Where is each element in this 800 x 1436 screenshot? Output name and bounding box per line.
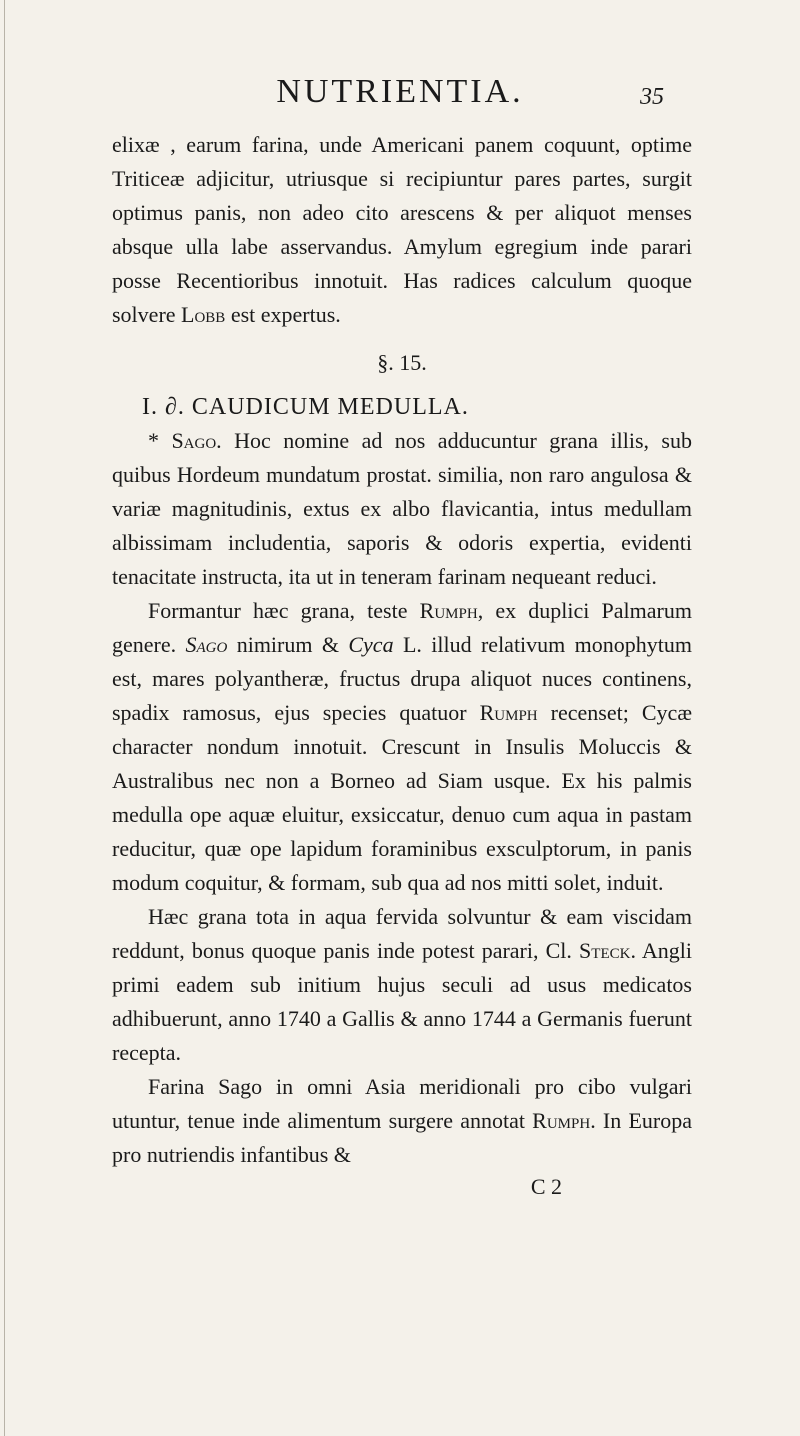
paragraph-1-end: est expertus. <box>225 302 341 327</box>
paragraph-1 <box>112 128 692 332</box>
author-name-rumph-2: Rumph <box>479 700 538 725</box>
page-body <box>112 128 692 1202</box>
paragraph-3-part-b: , ex duplici Palmarum genere. <box>112 598 692 657</box>
paragraph-5-part-b: . In Europa pro nutriendis infantibus & <box>112 1108 692 1167</box>
page-header <box>0 72 800 112</box>
paragraph-5-part-a: Farina Sago in omni Asia meridionali pro cibo vulgari utuntur, tenue inde alimentum surgere annotat <box>112 1074 692 1133</box>
paragraph-2-text: Hoc nomine ad nos adducuntur grana illis, sub quibus Hordeum mundatum prostat. similia, non raro angulosa & variæ magnitudinis, extus ex albo flavicantia, intus medullam albissimam includentia, saporis & odoris expertia, evidenti tenacitate instructa, ita ut in teneram farinam nequeant reduci. <box>112 428 692 589</box>
running-head: NUTRIENTIA. <box>276 73 524 110</box>
paragraph-3-part-a: Formantur hæc grana, teste <box>148 598 420 623</box>
term-sago: Sago. <box>171 428 222 453</box>
section-number: §. 15. <box>377 350 427 375</box>
paragraph-5 <box>112 1070 692 1172</box>
signature-mark: C 2 <box>530 1174 562 1199</box>
asterisk-marker: * <box>148 428 172 453</box>
author-name-rumph-1: Rumph <box>419 598 478 623</box>
paragraph-2 <box>112 424 692 594</box>
page-number: 35 <box>640 84 664 110</box>
paragraph-3 <box>112 594 692 900</box>
author-name-lobb: Lobb <box>181 302 226 327</box>
section-heading: I. ∂. CAUDICUM MEDULLA. <box>142 394 469 420</box>
author-name-rumph-3: Rumph <box>532 1108 591 1133</box>
author-name-steck: Steck <box>579 938 631 963</box>
paragraph-1-text: elixæ , earum farina, unde Americani panem coquunt, optime Triticeæ adjicitur, utriusque si recipiuntur pares partes, surgit optimus panis, non adeo cito arescens & per aliquot menses absque ulla labe asservandus. Amylum egregium inde parari posse Recentioribus innotuit. Has radices calculum quoque solvere <box>112 132 692 327</box>
paragraph-3-part-d: L. illud relativum monophytum est, mares polyantheræ, fructus drupa aliquot nuces continens, spadix ramosus, ejus species quatuor <box>112 632 692 725</box>
paragraph-4 <box>112 900 692 1070</box>
paragraph-4-part-a: Hæc grana tota in aqua fervida solvuntur & eam viscidam reddunt, bonus quoque panis inde potest parari, Cl. <box>112 904 692 963</box>
page-edge-line <box>4 0 5 1436</box>
genus-cyca: Cyca <box>348 632 394 657</box>
paragraph-3-part-e: recenset; Cycæ character nondum innotuit. Crescunt in Insulis Moluccis & Australibus nec non a Borneo ad Siam usque. Ex his palmis medulla ope aquæ eluitur, exsiccatur, denuo cum aqua in pastam reducitur, quæ ope lapidum foraminibus exsculptorum, in panis modum coquitur, & formam, sub qua ad nos mitti solet, induit. <box>112 700 692 895</box>
paragraph-4-part-b: . Angli primi eadem sub initium hujus seculi ad usus medicatos adhibuerunt, anno 1740 a Gallis & anno 1744 a Germanis fuerunt recepta. <box>112 938 692 1065</box>
paragraph-3-part-c: nimirum & <box>227 632 349 657</box>
genus-sago: Sago <box>185 632 228 657</box>
